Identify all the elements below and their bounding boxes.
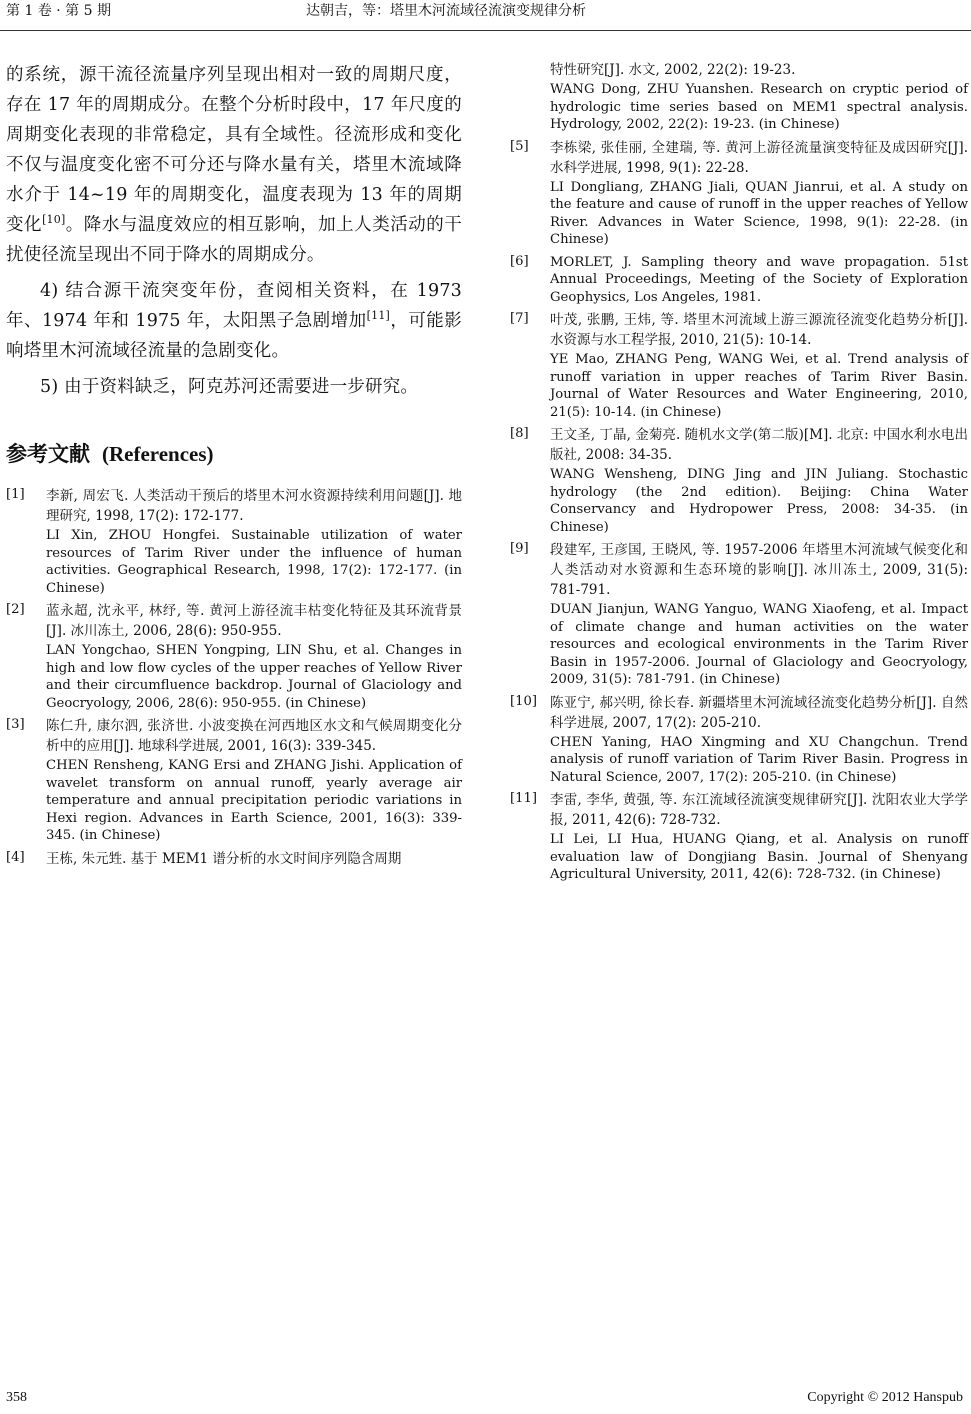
reference-number: [4] (6, 849, 25, 865)
reference-citation-zh: 王栋, 朱元甡. 基于 MEM1 谱分析的水文时间序列隐含周期 (46, 850, 402, 867)
reference-entry (6, 601, 462, 712)
reference-entry (510, 540, 968, 689)
copyright-notice: Copyright © 2012 Hanspub (807, 1390, 963, 1405)
reference-number (510, 60, 550, 134)
references-heading (6, 438, 462, 468)
reference-citation-zh: 王文圣, 丁晶, 金菊亮. 随机水文学(第二版)[M]. 北京: 中国水利水电出版社, 2008: 34-35. (550, 427, 968, 463)
reference-entry (510, 138, 968, 249)
reference-text (550, 693, 968, 787)
reference-text (550, 790, 968, 884)
reference-entry (510, 790, 968, 884)
reference-citation-zh: 李新, 周宏飞. 人类活动干预后的塔里木河水资源持续利用问题[J]. 地理研究, 1998, 17(2): 172-177. (46, 488, 462, 524)
reference-citation-en: DUAN Jianjun, WANG Yanguo, WANG Xiaofeng, et al. Impact of climate change and human activities on the water resources and ecological environments in the Tarim River Basin in 1957-2006. Journal of Glaciology and Geocryology, 2009, 31(5): 781-791. (in Chinese) (550, 602, 968, 687)
reference-number: [9] (510, 541, 529, 556)
running-header (0, 0, 971, 31)
reference-number: [11] (510, 791, 538, 806)
reference-citation-zh: 特性研究[J]. 水文, 2002, 22(2): 19-23. (550, 62, 796, 78)
reference-citation-en: MORLET, J. Sampling theory and wave propagation. 51st Annual Proceedings, Meeting of the Society of Exploration Geophysics, Los Angeles, 1981. (550, 254, 968, 305)
reference-citation-en: WANG Wensheng, DING Jing and JIN Juliang. Stochastic hydrology (the 2nd edition). Beijing: China Water Conservancy and Hydropower Press, 2008: 34-35. (in Chinese) (550, 467, 968, 535)
reference-citation-zh: 陈亚宁, 郝兴明, 徐长春. 新疆塔里木河流域径流变化趋势分析[J]. 自然科学进展, 2007, 17(2): 205-210. (550, 694, 968, 731)
reference-citation-en: CHEN Yaning, HAO Xingming and XU Changchun. Trend analysis of runoff variation of Tarim River Basin. Progress in Natural Science, 2007, 17(2): 205-210. (in Chinese) (550, 734, 968, 785)
reference-number: [2] (6, 602, 25, 617)
reference-list-right (510, 60, 968, 884)
volume-issue: 第 1 卷 · 第 5 期 (6, 3, 111, 19)
reference-entry (6, 849, 462, 869)
reference-text (46, 849, 462, 869)
body-paragraph (6, 60, 462, 270)
reference-citation-en: YE Mao, ZHANG Peng, WANG Wei, et al. Trend analysis of runoff variation in upper reaches of Tarim River Basin. Journal of Water Resources and Water Engineering, 2010, 21(5): 10-14. (in Chinese) (550, 352, 968, 420)
reference-citation-zh: 陈仁升, 康尔泗, 张济世. 小波变换在河西地区水文和气候周期变化分析中的应用[J]. 地球科学进展, 2001, 16(3): 339-345. (46, 718, 462, 754)
reference-citation-en: CHEN Rensheng, KANG Ersi and ZHANG Jishi. Application of wavelet transform on annual runoff, yearly average air temperature and annual precipitation periodic variations in Hexi region. Advances in Earth Science, 2001, 16(3): 339-345. (in Chinese) (46, 758, 462, 843)
reference-citation-zh: 段建军, 王彦国, 王晓风, 等. 1957-2006 年塔里木河流域气候变化和人类活动对水资源和生态环境的影响[J]. 冰川冻土, 2009, 31(5): 781-791. (550, 542, 968, 598)
reference-text (550, 425, 968, 536)
reference-text (550, 253, 968, 307)
reference-number: [7] (510, 311, 529, 326)
running-title: 达朝吉，等：塔里木河流域径流演变规律分析 (306, 3, 586, 19)
body-text: 。降水与温度效应的相互影响，加上人类活动的干扰使径流呈现出不同于降水的周期成分。 (6, 215, 462, 265)
reference-entry (6, 716, 462, 845)
reference-text (550, 310, 968, 421)
references-heading-en: (References) (102, 442, 214, 466)
body-text: ，可能影响塔里木河流域径流量的急剧变化。 (6, 311, 462, 361)
reference-citation-zh: 李栋梁, 张佳丽, 全建瑞, 等. 黄河上游径流量演变特征及成因研究[J]. 水科学进展, 1998, 9(1): 22-28. (550, 139, 968, 176)
reference-text (550, 540, 968, 689)
body-paragraph: 5) 由于资料缺乏，阿克苏河还需要进一步研究。 (40, 377, 419, 397)
reference-text (550, 138, 968, 249)
reference-number: [10] (510, 693, 538, 709)
reference-entry (510, 425, 968, 536)
reference-citation-zh: 李雷, 李华, 黄强, 等. 东江流域径流演变规律研究[J]. 沈阳农业大学学报, 2011, 42(6): 728-732. (550, 792, 968, 828)
reference-list-left (6, 486, 462, 869)
reference-text (550, 60, 968, 134)
reference-text (46, 486, 462, 597)
reference-citation-en: LI Lei, LI Hua, HUANG Qiang, et al. Analysis on runoff evaluation law of Dongjiang Basin. Journal of Shenyang Agricultural University, 2011, 42(6): 728-732. (in Chinese) (550, 832, 968, 882)
reference-entry (510, 310, 968, 421)
page-number: 358 (6, 1390, 27, 1405)
references-heading-zh: 参考文献 (6, 442, 90, 466)
reference-citation-en: LI Dongliang, ZHANG Jiali, QUAN Jianrui, et al. A study on the feature and cause of runoff in the upper reaches of Yellow River. Advances in Water Science, 1998, 9(1): 22-28. (in Chinese) (550, 179, 968, 247)
reference-entry (510, 60, 968, 134)
body-text: 4) 结合源干流突变年份，查阅相关资料，在 1973 年、1974 年和 1975 年，太阳黑子急剧增加 (6, 281, 462, 331)
reference-number: [3] (6, 717, 25, 732)
body-text: 的系统，源干流径流量序列呈现出相对一致的周期尺度，存在 17 年的周期成分。在整个分析时段中，17 年尺度的周期变化表现的非常稳定，具有全域性。径流形成和变化不仅与温度变化密不可分还与降水量有关，塔里木流域降水介于 14~19 年的周期变化，温度表现为 13 年的周期变化 (6, 65, 462, 235)
citation-superscript[interactable]: [11] (366, 309, 391, 323)
reference-number: [8] (510, 426, 529, 441)
reference-citation-zh: 叶茂, 张鹏, 王炜, 等. 塔里木河流域上游三源流径流变化趋势分析[J]. 水资源与水工程学报, 2010, 21(5): 10-14. (550, 312, 968, 348)
reference-citation-en: LAN Yongchao, SHEN Yongping, LIN Shu, et al. Changes in high and low flow cycles of the upper reaches of Yellow River and their circumfluence backdrop. Journal of Glaciology and Geocryology, 2006, 28(6): 950-955. (in Chinese) (46, 643, 462, 711)
right-column (510, 60, 968, 888)
reference-number: [5] (510, 138, 529, 154)
citation-superscript[interactable]: [10] (42, 213, 66, 227)
reference-entry (510, 693, 968, 787)
reference-text (46, 716, 462, 845)
reference-citation-en: LI Xin, ZHOU Hongfei. Sustainable utilization of water resources of Tarim River under the influence of human activities. Geographical Research, 1998, 17(2): 172-177. (in Chinese) (46, 528, 462, 596)
reference-citation-en: WANG Dong, ZHU Yuanshen. Research on cryptic period of hydrologic time series based on MEM1 spectral analysis. Hydrology, 2002, 22(2): 19-23. (in Chinese) (550, 82, 968, 132)
reference-number: [6] (510, 253, 529, 269)
left-column (6, 60, 462, 873)
body-paragraph (6, 276, 462, 366)
reference-text (46, 601, 462, 712)
reference-entry (510, 253, 968, 307)
reference-citation-zh: 蓝永超, 沈永平, 林纾, 等. 黄河上游径流丰枯变化特征及其环流背景[J]. 冰川冻土, 2006, 28(6): 950-955. (46, 603, 462, 639)
reference-number: [1] (6, 487, 25, 502)
reference-entry (6, 486, 462, 597)
